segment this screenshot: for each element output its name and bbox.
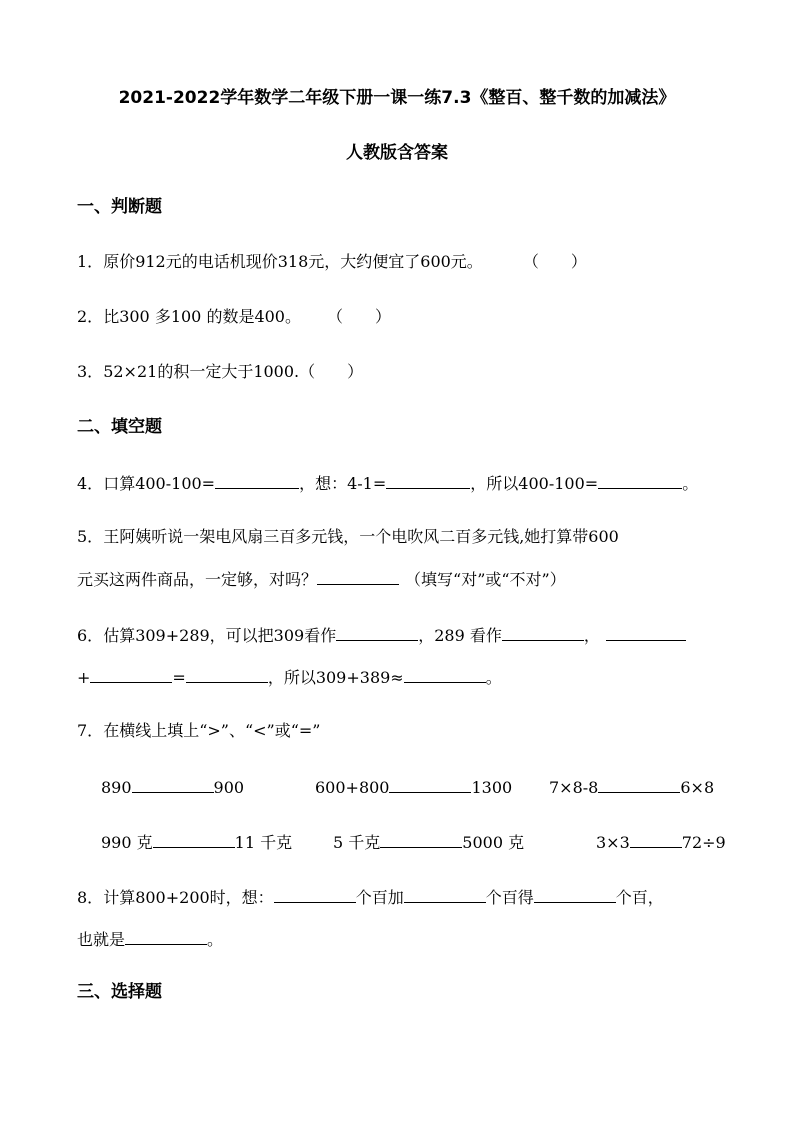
- question-7: [77, 721, 321, 741]
- question-text: =: [172, 668, 186, 687]
- question-4: [77, 472, 698, 494]
- question-3: [77, 362, 363, 382]
- answer-blank[interactable]: [153, 831, 235, 848]
- question-text: 52×21的积一定大于1000.: [103, 362, 300, 381]
- compare-left: 5 千克: [333, 833, 381, 852]
- question-number: 3．: [77, 362, 104, 381]
- answer-blank[interactable]: [186, 666, 268, 683]
- section-heading-multiple-choice: 三、选择题: [77, 982, 162, 1002]
- question-text: 王阿姨听说一架电风扇三百多元钱，一个电吹风二百多元钱,她打算带600: [103, 527, 619, 546]
- section-heading-judgement: 一、判断题: [77, 197, 162, 217]
- compare-left: 3×3: [596, 833, 630, 852]
- question-5-line1: [77, 527, 619, 547]
- answer-blank[interactable]: [606, 624, 686, 641]
- answer-blank[interactable]: [132, 776, 214, 793]
- document-title-line2: 人教版含答案: [346, 143, 448, 163]
- answer-blank[interactable]: [630, 831, 682, 848]
- question-text: 。: [485, 668, 502, 687]
- question-text: 比300 多100 的数是400。: [103, 307, 301, 326]
- question-number: 1．: [77, 252, 104, 271]
- question-number: 4．: [77, 474, 104, 493]
- question-text: 也就是: [77, 930, 126, 949]
- question-text: ，: [583, 626, 600, 645]
- answer-blank[interactable]: [336, 624, 418, 641]
- question-text: +: [77, 668, 91, 687]
- answer-blank[interactable]: [404, 886, 486, 903]
- compare-item: [101, 776, 244, 798]
- question-2: [77, 307, 391, 327]
- question-8-line2: [77, 928, 223, 950]
- answer-parentheses[interactable]: （ ）: [299, 362, 364, 381]
- compare-right: 900: [213, 778, 245, 797]
- question-5-line2: [77, 568, 566, 590]
- answer-blank[interactable]: [125, 928, 207, 945]
- question-text: 口算400-100=: [103, 474, 216, 493]
- compare-item: [333, 831, 524, 853]
- answer-blank[interactable]: [598, 776, 680, 793]
- question-6-line1: [77, 624, 686, 646]
- question-text: （填写“对”或“不对”）: [405, 570, 566, 589]
- question-text: ，所以400-100=: [470, 474, 599, 493]
- question-1: [77, 252, 587, 272]
- question-6-line2: [77, 666, 502, 688]
- question-text: ，想：4-1=: [299, 474, 387, 493]
- compare-right: 1300: [471, 778, 513, 797]
- answer-blank[interactable]: [386, 472, 470, 489]
- answer-blank[interactable]: [317, 568, 399, 585]
- question-text: 个百，: [615, 888, 664, 907]
- compare-item: [315, 776, 512, 798]
- compare-right: 6×8: [680, 778, 715, 797]
- answer-parentheses[interactable]: （ ）: [522, 252, 587, 271]
- question-text: 。: [682, 474, 699, 493]
- answer-blank[interactable]: [380, 831, 462, 848]
- question-number: 8．: [77, 888, 104, 907]
- question-text: 个百得: [485, 888, 534, 907]
- question-text: 原价912元的电话机现价318元，大约便宜了600元。: [103, 252, 483, 271]
- answer-blank[interactable]: [274, 886, 356, 903]
- question-text: 估算309+289，可以把309看作: [103, 626, 337, 645]
- question-text: 计算800+200时，想：: [103, 888, 274, 907]
- answer-blank[interactable]: [534, 886, 616, 903]
- question-text: 。: [207, 930, 224, 949]
- document-title-line1: 2021-2022学年数学二年级下册一课一练7.3《整百、整千数的加减法》: [118, 88, 676, 108]
- question-text: 元买这两件商品，一定够，对吗？: [77, 570, 318, 589]
- question-text: 个百加: [355, 888, 404, 907]
- answer-blank[interactable]: [404, 666, 486, 683]
- question-text: ，所以309+389≈: [267, 668, 404, 687]
- question-text: ，289 看作: [418, 626, 502, 645]
- compare-left: 990 克: [101, 833, 153, 852]
- question-text: 在横线上填上“>”、“<”或“=”: [103, 721, 321, 740]
- compare-left: 890: [101, 778, 132, 797]
- answer-parentheses[interactable]: （ ）: [326, 307, 391, 326]
- answer-blank[interactable]: [215, 472, 299, 489]
- compare-left: 600+800: [315, 778, 390, 797]
- compare-left: 7×8-8: [549, 778, 599, 797]
- answer-blank[interactable]: [598, 472, 682, 489]
- answer-blank[interactable]: [90, 666, 172, 683]
- compare-item: [101, 831, 292, 853]
- compare-right: 11 千克: [234, 833, 293, 852]
- question-8-line1: [77, 886, 664, 908]
- compare-right: 72÷9: [681, 833, 726, 852]
- compare-item: [549, 776, 714, 798]
- question-number: 5．: [77, 527, 104, 546]
- compare-right: 5000 克: [462, 833, 525, 852]
- question-number: 6．: [77, 626, 104, 645]
- answer-blank[interactable]: [502, 624, 584, 641]
- compare-item: [596, 831, 726, 853]
- answer-blank[interactable]: [389, 776, 471, 793]
- section-heading-fill-in: 二、填空题: [77, 417, 162, 437]
- question-number: 7．: [77, 721, 104, 740]
- question-number: 2．: [77, 307, 104, 326]
